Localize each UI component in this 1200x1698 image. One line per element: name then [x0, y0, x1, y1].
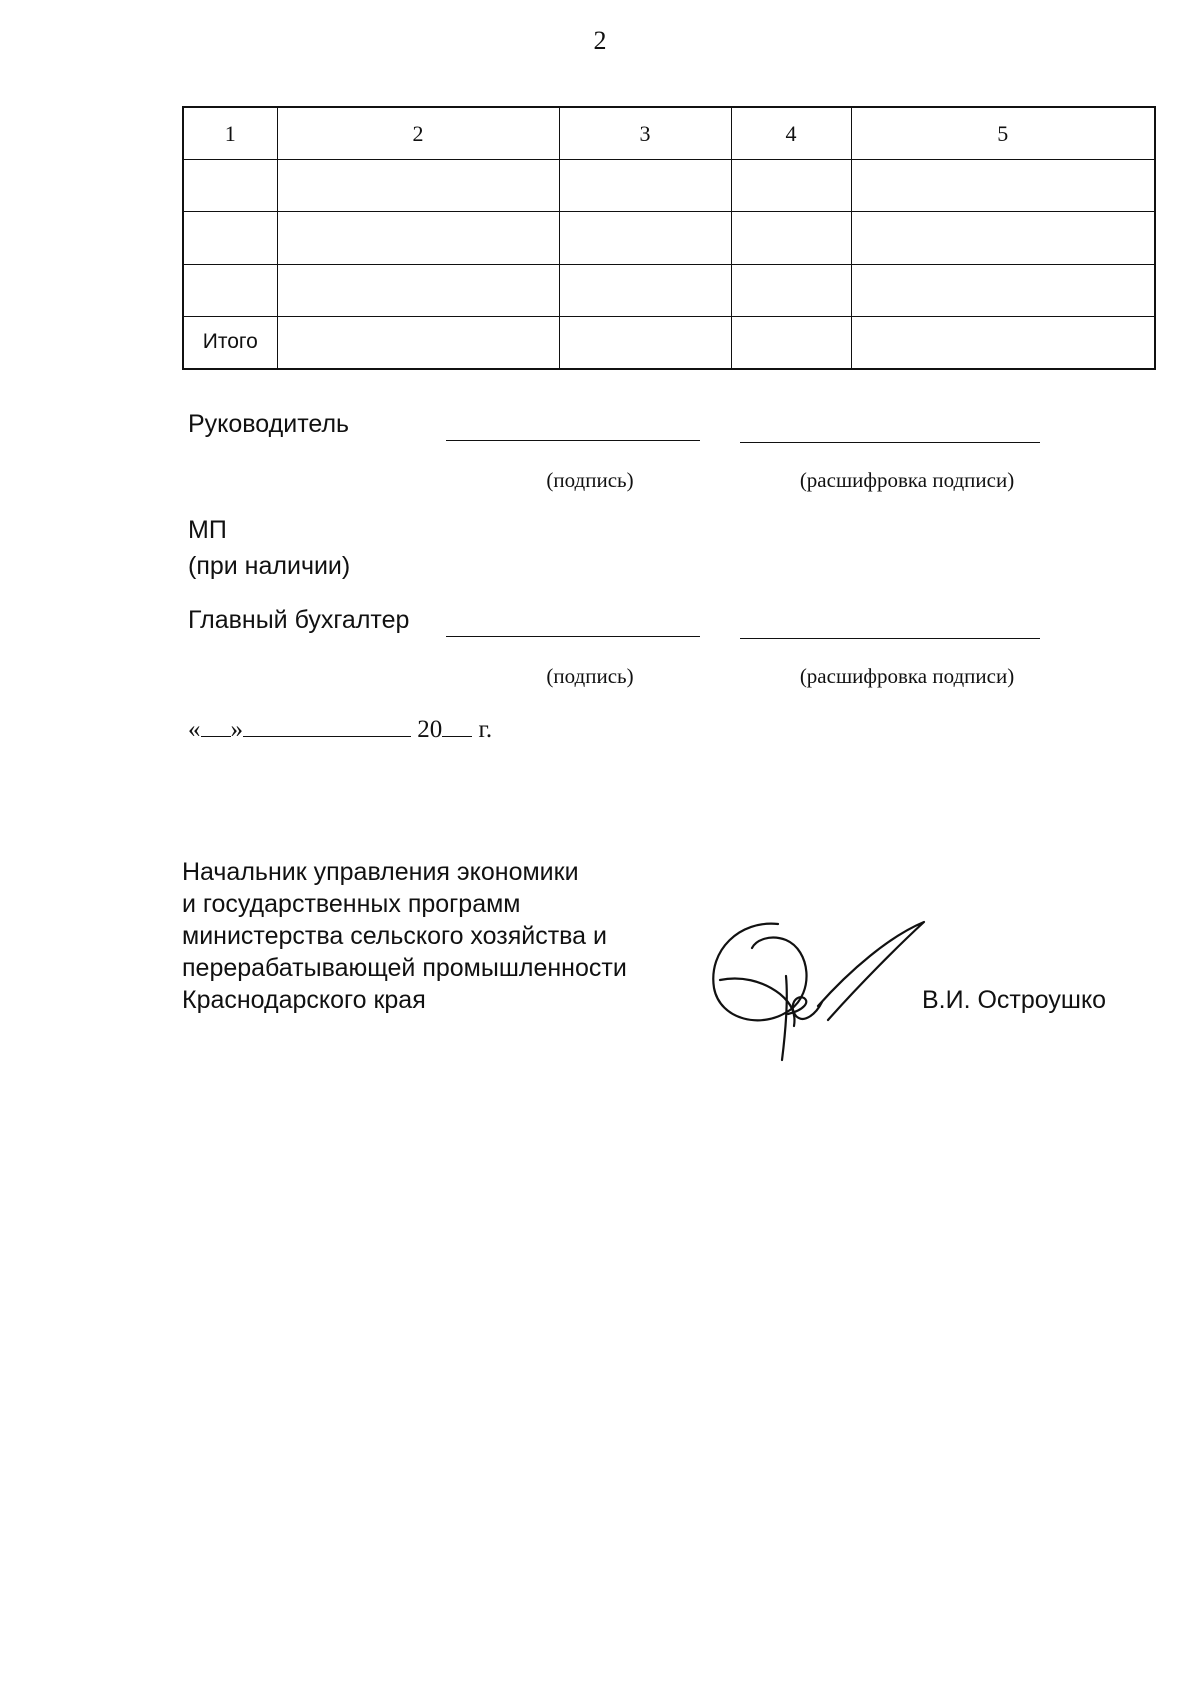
table-cell [851, 212, 1155, 264]
column-number-2: 2 [277, 107, 559, 160]
column-number-5: 5 [851, 107, 1155, 160]
column-number-3: 3 [559, 107, 731, 160]
head-decoding-line [740, 442, 1040, 443]
accountant-decoding-caption: (расшифровка подписи) [799, 664, 1015, 688]
table-cell [559, 160, 731, 212]
table-cell [277, 212, 559, 264]
table-cell [731, 316, 851, 369]
column-number-4: 4 [731, 107, 851, 160]
column-number-1: 1 [183, 107, 277, 160]
month-blank [243, 714, 411, 737]
chief-accountant-label: Главный бухгалтер [188, 606, 410, 634]
table-cell [731, 264, 851, 316]
day-blank [201, 714, 231, 737]
table-cell [851, 316, 1155, 369]
position-line: министерства сельского хозяйства и [182, 922, 607, 950]
table-cell [559, 264, 731, 316]
table-header-row [183, 107, 1155, 160]
head-decoding-caption: (расшифровка подписи) [799, 468, 1015, 492]
head-label: Руководитель [188, 410, 350, 438]
signer-name: В.И. Остроушко [922, 986, 1107, 1014]
position-line: и государственных программ [182, 890, 521, 918]
accountant-decoding-line [740, 638, 1040, 639]
year-blank [442, 714, 472, 737]
position-line: перерабатывающей промышленности [182, 954, 627, 982]
total-label: Итого [183, 316, 277, 369]
year-prefix: 20 [417, 716, 443, 743]
table-cell [183, 264, 277, 316]
table-row [183, 264, 1155, 316]
date-line [188, 714, 492, 744]
table-row [183, 160, 1155, 212]
table-row [183, 212, 1155, 264]
head-signature-line [446, 440, 700, 441]
year-suffix: г. [478, 716, 493, 743]
signer-position [182, 856, 627, 1016]
table-cell [277, 264, 559, 316]
report-table [182, 106, 1156, 370]
table-cell [183, 212, 277, 264]
stamp-label: МП [188, 516, 227, 544]
position-line: Начальник управления экономики [182, 858, 579, 886]
date-close-quote: » [230, 716, 243, 743]
position-line: Краснодарского края [182, 986, 426, 1014]
table-cell [851, 264, 1155, 316]
table-total-row [183, 316, 1155, 369]
table-cell [731, 160, 851, 212]
date-open-quote: « [188, 716, 201, 743]
table-cell [559, 316, 731, 369]
table-cell [851, 160, 1155, 212]
head-signature-caption: (подпись) [546, 468, 634, 492]
accountant-signature-line [446, 636, 700, 637]
table-cell [559, 212, 731, 264]
stamp-note: (при наличии) [188, 552, 351, 580]
table-cell [277, 160, 559, 212]
table-cell [731, 212, 851, 264]
table-cell [277, 316, 559, 369]
handwritten-signature [700, 910, 940, 1070]
page-number: 2 [593, 26, 607, 55]
accountant-signature-caption: (подпись) [546, 664, 634, 688]
table-cell [183, 160, 277, 212]
